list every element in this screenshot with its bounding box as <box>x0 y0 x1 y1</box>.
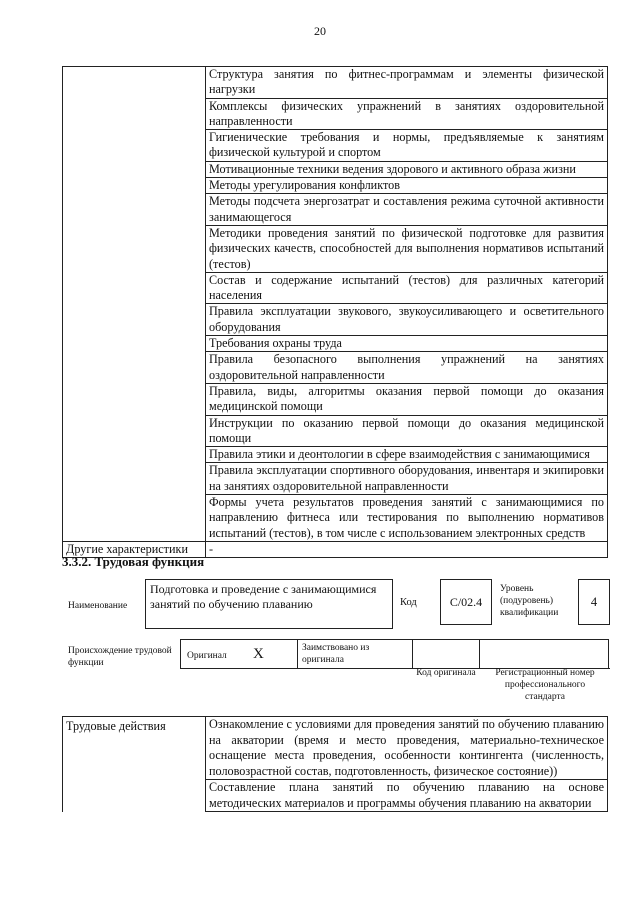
code-box <box>440 579 492 625</box>
name-value-box <box>145 579 393 629</box>
table-row <box>63 194 608 226</box>
origin-label: Происхождение трудовой функции <box>68 646 172 668</box>
actions-label: Трудовые действия <box>63 717 206 780</box>
knowledge-table <box>62 66 608 558</box>
action-item: Составление плана занятий по обучению плаванию на основе методических материалов и программы обучения плаванию на акватории <box>206 780 608 812</box>
table-row <box>63 415 608 447</box>
code-original-cell <box>412 639 480 669</box>
knowledge-item: Правила, виды, алгоритмы оказания первой помощи до оказания медицинской помощи <box>206 383 608 415</box>
level-value: 4 <box>590 595 598 609</box>
code-label: Код <box>400 597 417 608</box>
borrowed-label: Заимствовано из оригинала <box>302 643 370 665</box>
table-row <box>63 304 608 336</box>
knowledge-item: Формы учета результатов проведения занятий с занимающимися по направлению фитнеса или тестирования по выполнению нормативов испытаний (тестов), в том числе с использованием электронных средств <box>206 495 608 542</box>
knowledge-item: Методы подсчета энергозатрат и составления режима суточной активности занимающегося <box>206 194 608 226</box>
section-title: 3.3.2. Трудовая функция <box>62 554 205 569</box>
table-row <box>63 161 608 177</box>
knowledge-item: Инструкции по оказанию первой помощи до оказания медицинской помощи <box>206 415 608 447</box>
table-row <box>63 383 608 415</box>
knowledge-item: Правила безопасного выполнения упражнений на занятиях оздоровительной направленности <box>206 352 608 384</box>
knowledge-item: Гигиенические требования и нормы, предъявляемые к занятиям физической культурой и спортом <box>206 130 608 162</box>
knowledge-item: Комплексы физических упражнений в занятиях оздоровительной направленности <box>206 98 608 130</box>
code-value: C/02.4 <box>449 595 483 609</box>
knowledge-item: Правила эксплуатации спортивного оборудования, инвентаря и экипировки на занятиях оздоровительной направленности <box>206 463 608 495</box>
function-name: Подготовка и проведение с занимающимися занятий по обучению плаванию <box>150 582 377 611</box>
table-row <box>63 178 608 194</box>
code-original-label: Код оригинала <box>416 668 476 678</box>
table-row <box>63 336 608 352</box>
name-label: Наименование <box>68 601 128 611</box>
knowledge-item: Методики проведения занятий по физической подготовке для развития физических качеств, способностей для выполнения нормативов испытаний (тестов) <box>206 225 608 272</box>
table-row <box>63 130 608 162</box>
table-row <box>63 447 608 463</box>
knowledge-item: Мотивационные техники ведения здорового и активного образа жизни <box>206 161 608 177</box>
original-mark: X <box>253 646 264 662</box>
table-row <box>63 352 608 384</box>
table-row <box>63 495 608 542</box>
knowledge-item: Требования охраны труда <box>206 336 608 352</box>
reg-number-label: Регистрационный номер профессионального стандарта <box>495 668 595 702</box>
action-item: Ознакомление с условиями для проведения занятий по обучению плаванию на акватории (время и место проведения, материально-техническое оснащение места проведения, особенности контингента (численность, половозрастной состав, подготовленность, физическое состояние)) <box>206 717 608 780</box>
actions-table <box>62 716 608 812</box>
table-row <box>63 780 608 812</box>
knowledge-item: Состав и содержание испытаний (тестов) для различных категорий населения <box>206 272 608 304</box>
page-number: 20 <box>314 24 326 38</box>
borrowed-cell <box>297 639 413 669</box>
table-row <box>63 717 608 780</box>
other-characteristics-value: - <box>206 541 608 557</box>
table-row <box>63 463 608 495</box>
knowledge-item: Правила этики и деонтологии в сфере взаимодействия с занимающимися <box>206 447 608 463</box>
reg-number-cell <box>479 639 609 669</box>
level-box <box>578 579 610 625</box>
table-row <box>63 225 608 272</box>
table-row <box>63 67 608 99</box>
original-cell <box>180 639 298 669</box>
table-row <box>63 98 608 130</box>
knowledge-item: Методы урегулирования конфликтов <box>206 178 608 194</box>
knowledge-item: Правила эксплуатации звукового, звукоусиливающего и осветительного оборудования <box>206 304 608 336</box>
level-label: Уровень (подуровень) квалификации <box>500 584 559 618</box>
other-characteristics-label: Другие характеристики <box>63 541 206 557</box>
knowledge-item: Структура занятия по фитнес-программам и элементы физической нагрузки <box>206 67 608 99</box>
original-label: Оригинал <box>187 651 227 661</box>
table-row <box>63 272 608 304</box>
